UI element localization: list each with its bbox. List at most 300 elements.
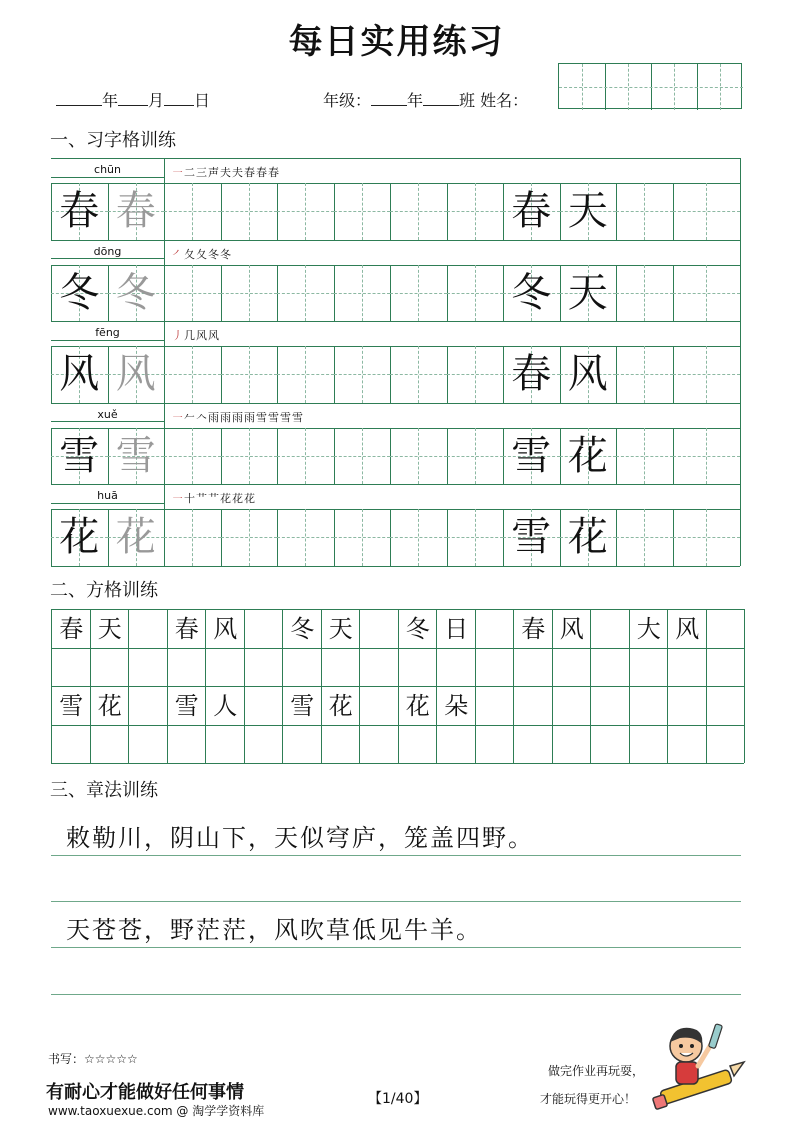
- tianzige-cell[interactable]: [616, 509, 673, 566]
- grade-blank[interactable]: [371, 91, 407, 106]
- square-char: 天: [97, 615, 122, 643]
- stroke-order: [172, 327, 220, 343]
- square-cell[interactable]: [51, 609, 90, 648]
- square-cell[interactable]: [205, 686, 244, 725]
- tianzige-cell[interactable]: [164, 346, 221, 403]
- writing-line[interactable]: [51, 994, 741, 995]
- square-cell[interactable]: [359, 725, 398, 764]
- tianzige-cell[interactable]: [51, 265, 108, 322]
- tianzige-cell[interactable]: [221, 346, 278, 403]
- square-char: 朵: [444, 692, 469, 720]
- tianzige-cell[interactable]: [108, 183, 165, 240]
- cell-guide-v: [305, 346, 306, 403]
- square-cell[interactable]: [398, 609, 437, 648]
- boy-pencil-mascot-icon: [650, 1022, 746, 1112]
- cell-guide-v: [305, 428, 306, 485]
- stroke-step: 春: [244, 166, 256, 179]
- writing-line[interactable]: [51, 901, 741, 902]
- square-cell[interactable]: [205, 648, 244, 687]
- square-cell[interactable]: [359, 609, 398, 648]
- practice-char: 雪: [59, 432, 100, 479]
- tianzige-cell[interactable]: [164, 265, 221, 322]
- square-cell[interactable]: [90, 725, 129, 764]
- square-cell[interactable]: [436, 648, 475, 687]
- square-cell[interactable]: [359, 686, 398, 725]
- tianzige-cell[interactable]: [673, 509, 741, 566]
- writing-line[interactable]: [51, 947, 741, 948]
- tianzige-cell[interactable]: [108, 428, 165, 485]
- stroke-step: 雨: [232, 410, 244, 424]
- grade-label: 年级：: [323, 91, 372, 110]
- tianzige-cell[interactable]: [51, 509, 108, 566]
- square-char: 花: [328, 692, 353, 720]
- cell-guide-v: [475, 346, 476, 403]
- stroke-step: ㇐: [172, 166, 184, 179]
- square-cell[interactable]: [282, 609, 321, 648]
- stroke-step: 花: [232, 492, 244, 505]
- stroke-order: [172, 490, 256, 506]
- square-cell[interactable]: [205, 609, 244, 648]
- square-cell[interactable]: [51, 686, 90, 725]
- tianzige-cell[interactable]: [108, 346, 165, 403]
- square-cell[interactable]: [629, 648, 668, 687]
- cell-guide-v: [418, 346, 419, 403]
- fangge-grid: [51, 609, 744, 763]
- square-char: 春: [521, 615, 546, 643]
- tianzige-cell[interactable]: [164, 509, 221, 566]
- square-char: 雪: [290, 692, 315, 720]
- square-cell[interactable]: [167, 609, 206, 648]
- row-top-line: [51, 158, 740, 159]
- zhangfa-lines: [51, 808, 741, 998]
- cell-guide-v: [706, 183, 707, 240]
- square-cell[interactable]: [667, 648, 706, 687]
- square-char: 春: [59, 615, 84, 643]
- stroke-step: 花: [220, 492, 232, 505]
- square-cell[interactable]: [552, 648, 591, 687]
- pinyin-guide-line: [51, 421, 164, 422]
- tianzige-cell[interactable]: [447, 509, 504, 566]
- stroke-order: [172, 246, 232, 262]
- practice-char: 天: [567, 188, 608, 234]
- square-cell[interactable]: [475, 648, 514, 687]
- stroke-step: 春: [256, 166, 268, 179]
- stroke-step: 丿: [172, 329, 184, 342]
- practice-char: 雪: [115, 432, 156, 479]
- tianzige-cell[interactable]: [673, 265, 741, 322]
- square-cell[interactable]: [244, 609, 283, 648]
- practice-char: 风: [59, 351, 100, 397]
- pinyin-divider: [164, 321, 165, 346]
- square-cell[interactable]: [667, 609, 706, 648]
- section-title-1: 一、习字格训练: [50, 130, 176, 151]
- cell-guide-v: [305, 265, 306, 322]
- stroke-step: 夂: [184, 247, 196, 261]
- practice-row: [51, 158, 740, 240]
- stroke-step: 夫: [220, 166, 232, 179]
- square-cell[interactable]: [436, 725, 475, 764]
- tianzige-cell[interactable]: [390, 509, 447, 566]
- square-cell[interactable]: [590, 609, 629, 648]
- pinyin-label: chūn: [51, 163, 164, 176]
- stroke-step: 声: [208, 166, 220, 179]
- square-cell[interactable]: [167, 648, 206, 687]
- square-cell[interactable]: [667, 686, 706, 725]
- practice-row: [51, 321, 740, 403]
- square-cell[interactable]: [513, 686, 552, 725]
- year-label: 年: [102, 91, 119, 110]
- square-char: 天: [328, 615, 353, 643]
- practice-char: 风: [115, 351, 156, 397]
- tianzige-cell[interactable]: [108, 509, 165, 566]
- tianzige-cell[interactable]: [277, 509, 334, 566]
- tianzige-cell[interactable]: [447, 428, 504, 485]
- stroke-step: ㇐: [172, 410, 184, 424]
- tianzige-cell[interactable]: [51, 428, 108, 485]
- square-cell[interactable]: [282, 686, 321, 725]
- square-cell[interactable]: [398, 648, 437, 687]
- row-top-line: [51, 403, 740, 404]
- practice-char: 花: [567, 514, 608, 560]
- tianzige-cell[interactable]: [616, 428, 673, 485]
- cell-guide-v: [249, 183, 250, 240]
- square-cell[interactable]: [128, 648, 167, 687]
- practice-char: 春: [511, 188, 552, 234]
- square-char: 花: [405, 692, 430, 720]
- square-cell[interactable]: [552, 725, 591, 764]
- square-cell[interactable]: [51, 725, 90, 764]
- stroke-step: 雨: [220, 410, 232, 424]
- stroke-step: 雨: [208, 410, 220, 424]
- cell-guide-v: [706, 346, 707, 403]
- page-number: 【1/40】: [368, 1091, 428, 1107]
- square-cell[interactable]: [244, 686, 283, 725]
- square-cell[interactable]: [90, 686, 129, 725]
- cell-guide-v: [706, 265, 707, 322]
- cell-guide-v: [644, 265, 645, 322]
- square-cell[interactable]: [706, 725, 745, 764]
- tianzige-cell[interactable]: [390, 265, 447, 322]
- tianzige-cell[interactable]: [503, 428, 560, 485]
- tianzige-cell[interactable]: [616, 346, 673, 403]
- square-char: 春: [174, 615, 199, 643]
- row-right-line: [740, 158, 741, 240]
- cell-guide-v: [644, 346, 645, 403]
- pinyin-guide-line: [51, 340, 164, 341]
- stroke-step: 十: [184, 492, 196, 505]
- square-cell[interactable]: [513, 725, 552, 764]
- practice-char: 天: [567, 269, 608, 316]
- cell-guide-v: [475, 183, 476, 240]
- practice-char: 春: [115, 188, 156, 234]
- cell-guide-v: [418, 183, 419, 240]
- section-title-3: 三、章法训练: [50, 780, 158, 801]
- square-cell[interactable]: [167, 725, 206, 764]
- square-char: 雪: [174, 692, 199, 720]
- square-char: 冬: [405, 615, 430, 643]
- stroke-step: 艹: [208, 492, 220, 505]
- stroke-step: 二: [184, 166, 196, 179]
- stroke-order: [172, 409, 304, 425]
- cell-guide-v: [644, 183, 645, 240]
- grade-year-label: 年: [407, 91, 424, 110]
- practice-row: [51, 484, 740, 566]
- square-cell[interactable]: [590, 725, 629, 764]
- pinyin-guide-line: [51, 258, 164, 259]
- stroke-step: 雪: [256, 410, 268, 424]
- row-right-line: [740, 484, 741, 566]
- square-char: 冬: [290, 615, 315, 643]
- stroke-step: 风: [208, 329, 220, 342]
- stroke-step: 风: [196, 329, 208, 342]
- square-cell[interactable]: [398, 725, 437, 764]
- tianzige-cell[interactable]: [221, 183, 278, 240]
- tianzige-cell[interactable]: [164, 428, 221, 485]
- cell-guide-v: [362, 509, 363, 566]
- writing-line[interactable]: [51, 855, 741, 856]
- row-right-line: [740, 403, 741, 485]
- tianzige-cell[interactable]: [560, 183, 617, 240]
- tianzige-cell[interactable]: [390, 183, 447, 240]
- stroke-step: 几: [184, 329, 196, 342]
- cell-guide-v: [418, 428, 419, 485]
- practice-char: 春: [511, 351, 552, 397]
- practice-char: 雪: [511, 514, 552, 560]
- square-char: 花: [97, 692, 122, 720]
- practice-char: 风: [567, 351, 608, 397]
- rating: 书写：☆☆☆☆☆: [48, 1052, 138, 1066]
- square-char: 风: [675, 615, 700, 643]
- pinyin-guide-line: [51, 503, 164, 504]
- tianzige-cell[interactable]: [221, 509, 278, 566]
- site-link[interactable]: www.taoxuexue.com @ 淘学学资料库: [48, 1104, 265, 1118]
- tianzige-cell[interactable]: [334, 183, 391, 240]
- row-top-line: [51, 484, 740, 485]
- pinyin-guide-line: [51, 177, 164, 178]
- cell-guide-v: [362, 428, 363, 485]
- tianzige-cell[interactable]: [390, 428, 447, 485]
- square-cell[interactable]: [513, 648, 552, 687]
- square-cell[interactable]: [667, 725, 706, 764]
- tianzige-cell[interactable]: [560, 428, 617, 485]
- year-blank[interactable]: [56, 91, 102, 106]
- stroke-step: ㇐: [172, 492, 184, 505]
- cell-guide-v: [644, 428, 645, 485]
- tianzige-cell[interactable]: [447, 183, 504, 240]
- tianzige-cell[interactable]: [334, 428, 391, 485]
- square-cell[interactable]: [321, 609, 360, 648]
- tianzige-cell[interactable]: [673, 183, 741, 240]
- name-grid-mid: [559, 87, 743, 88]
- class-blank[interactable]: [423, 91, 459, 106]
- practice-row: [51, 403, 740, 485]
- square-cell[interactable]: [590, 648, 629, 687]
- pinyin-label: fēng: [51, 326, 164, 339]
- tianzige-cell[interactable]: [673, 428, 741, 485]
- square-cell[interactable]: [90, 648, 129, 687]
- poem-line: 敕勒川，阴山下，天似穹庐，笼盖四野。: [66, 824, 534, 852]
- square-cell[interactable]: [629, 609, 668, 648]
- square-char: 日: [444, 615, 469, 643]
- pinyin-divider: [164, 240, 165, 265]
- square-cell[interactable]: [282, 725, 321, 764]
- cell-guide-v: [249, 346, 250, 403]
- tianzige-cell[interactable]: [560, 346, 617, 403]
- square-cell[interactable]: [706, 609, 745, 648]
- stroke-step: 春: [268, 166, 280, 179]
- square-cell[interactable]: [590, 686, 629, 725]
- name-grid[interactable]: [558, 63, 742, 109]
- square-cell[interactable]: [513, 609, 552, 648]
- slogan-line-2: 才能玩得更开心！: [540, 1092, 637, 1106]
- row-right-line: [740, 321, 741, 403]
- tianzige-cell[interactable]: [447, 346, 504, 403]
- tianzige-cell[interactable]: [221, 265, 278, 322]
- grid-right-line: [744, 609, 745, 763]
- tianzige-cell[interactable]: [560, 265, 617, 322]
- cell-guide-v: [249, 509, 250, 566]
- cell-guide-v: [362, 346, 363, 403]
- day-blank[interactable]: [164, 91, 194, 106]
- square-cell[interactable]: [128, 609, 167, 648]
- square-cell[interactable]: [51, 648, 90, 687]
- stroke-step: 冬: [220, 247, 232, 261]
- tianzige-cell[interactable]: [334, 265, 391, 322]
- practice-char: 花: [59, 514, 100, 560]
- cell-guide-v: [192, 183, 193, 240]
- square-cell[interactable]: [629, 686, 668, 725]
- tianzige-cell[interactable]: [108, 265, 165, 322]
- square-char: 风: [213, 615, 238, 643]
- tianzige-grid: [51, 158, 740, 564]
- pinyin-divider: [164, 484, 165, 509]
- square-cell[interactable]: [475, 609, 514, 648]
- square-cell[interactable]: [552, 609, 591, 648]
- tianzige-cell[interactable]: [503, 509, 560, 566]
- page-title: 每日实用练习: [288, 22, 505, 62]
- tianzige-cell[interactable]: [277, 346, 334, 403]
- tianzige-cell[interactable]: [503, 183, 560, 240]
- cell-guide-v: [362, 265, 363, 322]
- pinyin-label: dōng: [51, 245, 164, 258]
- cell-guide-v: [305, 183, 306, 240]
- tianzige-cell[interactable]: [277, 265, 334, 322]
- tianzige-cell[interactable]: [390, 346, 447, 403]
- practice-char: 花: [567, 432, 608, 479]
- tianzige-cell[interactable]: [277, 183, 334, 240]
- tianzige-cell[interactable]: [503, 346, 560, 403]
- pinyin-label: huā: [51, 489, 164, 502]
- cell-guide-v: [418, 509, 419, 566]
- month-blank[interactable]: [118, 91, 148, 106]
- square-cell[interactable]: [436, 609, 475, 648]
- stroke-step: 雪: [268, 410, 280, 424]
- cell-guide-v: [192, 346, 193, 403]
- cell-guide-v: [249, 428, 250, 485]
- square-cell[interactable]: [436, 686, 475, 725]
- square-cell[interactable]: [475, 725, 514, 764]
- tianzige-cell[interactable]: [673, 346, 741, 403]
- cell-guide-v: [305, 509, 306, 566]
- tianzige-cell[interactable]: [277, 428, 334, 485]
- row-top-line: [51, 240, 740, 241]
- tianzige-cell[interactable]: [503, 265, 560, 322]
- cell-guide-v: [706, 509, 707, 566]
- row-right-line: [740, 240, 741, 322]
- tianzige-cell[interactable]: [51, 346, 108, 403]
- square-cell[interactable]: [90, 609, 129, 648]
- pinyin-divider: [164, 403, 165, 428]
- pinyin-divider: [164, 158, 165, 183]
- cell-guide-v: [706, 428, 707, 485]
- square-cell[interactable]: [706, 648, 745, 687]
- motto: 有耐心才能做好任何事情: [46, 1082, 244, 1103]
- poem-line: 天苍苍，野茫茫，风吹草低见牛羊。: [66, 916, 482, 944]
- grid-bottom-line: [51, 566, 740, 567]
- tianzige-cell[interactable]: [447, 265, 504, 322]
- tianzige-cell[interactable]: [221, 428, 278, 485]
- stroke-step: 冬: [208, 247, 220, 261]
- class-name-label: 班 姓名：: [459, 91, 529, 110]
- section-title-2: 二、方格训练: [50, 580, 158, 601]
- square-cell[interactable]: [706, 686, 745, 725]
- stroke-step: 雪: [280, 410, 292, 424]
- square-char: 雪: [59, 692, 84, 720]
- grade-field: [323, 88, 528, 111]
- square-cell[interactable]: [128, 725, 167, 764]
- square-cell[interactable]: [552, 686, 591, 725]
- square-cell[interactable]: [321, 725, 360, 764]
- stroke-step: ㇒: [172, 247, 184, 261]
- date-field: [56, 88, 210, 111]
- tianzige-cell[interactable]: [616, 183, 673, 240]
- tianzige-cell[interactable]: [164, 183, 221, 240]
- cell-guide-v: [192, 509, 193, 566]
- stroke-step: 花: [244, 492, 256, 505]
- tianzige-cell[interactable]: [51, 183, 108, 240]
- square-cell[interactable]: [282, 648, 321, 687]
- stroke-step: 夂: [196, 247, 208, 261]
- month-label: 月: [148, 91, 165, 110]
- square-cell[interactable]: [128, 686, 167, 725]
- square-cell[interactable]: [398, 686, 437, 725]
- square-cell[interactable]: [359, 648, 398, 687]
- square-cell[interactable]: [475, 686, 514, 725]
- square-cell[interactable]: [244, 648, 283, 687]
- row-top-line: [51, 321, 740, 322]
- tianzige-cell[interactable]: [334, 346, 391, 403]
- practice-char: 冬: [59, 269, 100, 316]
- square-cell[interactable]: [244, 725, 283, 764]
- cell-guide-v: [192, 265, 193, 322]
- square-cell[interactable]: [321, 648, 360, 687]
- stroke-step: 艹: [196, 492, 208, 505]
- square-char: 大: [636, 615, 661, 643]
- square-cell[interactable]: [167, 686, 206, 725]
- square-cell[interactable]: [205, 725, 244, 764]
- stroke-step: 雪: [292, 410, 304, 424]
- square-cell[interactable]: [629, 725, 668, 764]
- tianzige-cell[interactable]: [334, 509, 391, 566]
- cell-guide-v: [418, 265, 419, 322]
- stroke-step: 𠆢: [196, 410, 208, 424]
- pinyin-label: xuě: [51, 408, 164, 421]
- stroke-order: [172, 164, 280, 180]
- square-cell[interactable]: [321, 686, 360, 725]
- tianzige-cell[interactable]: [616, 265, 673, 322]
- tianzige-cell[interactable]: [560, 509, 617, 566]
- practice-char: 冬: [511, 269, 552, 316]
